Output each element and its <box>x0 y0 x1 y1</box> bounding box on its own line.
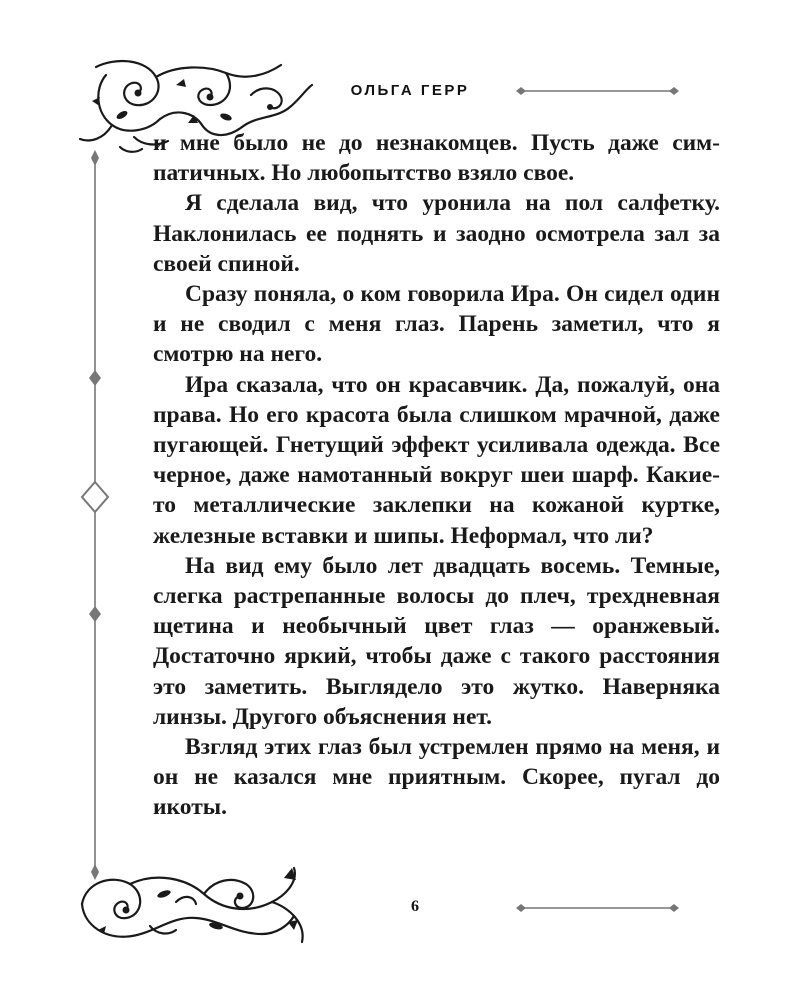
paragraph-2: Я сделала вид, что уронила на пол салфетку. Наклонилась ее поднять и заодно осмотрела зал за своей спиной. <box>153 190 720 277</box>
paragraph-5: На вид ему было лет двадцать восемь. Темные, слегка растрепанные волосы до плеч, трехдневная щетина и необычный цвет глаз — оранжевый. Достаточно яркий, чтобы даже с такого расстояния это заметить. Выглядело это жутко. Наверняка линзы. Другого объяснения нет. <box>153 552 720 730</box>
page-body-text <box>153 128 720 823</box>
page-number: 6 <box>411 898 419 915</box>
footer-decorative-rule <box>515 901 680 915</box>
running-head-author: ОЛЬГА ГЕРР <box>350 82 470 99</box>
left-vertical-rule <box>80 150 110 880</box>
paragraph-6: Взгляд этих глаз был устремлен прямо на меня, и он не казался мне приятным. Скорее, пугал до икоты. <box>153 734 720 821</box>
paragraph-1: и мне было не до незнакомцев. Пусть даже симпатичных. Но любопытство взяло свое. <box>153 130 720 187</box>
paragraph-4: Ира сказала, что он красавчик. Да, пожалуй, она права. Но его красота была слишком мрачной, даже пугающей. Гнетущий эффект усиливала одежда. Все черное, даже намотанный вокруг шеи шарф. Какие-то металлические заклепки на кожаной куртке, железные вставки и шипы. Неформал, что ли? <box>153 371 720 549</box>
header-decorative-rule <box>515 84 680 98</box>
paragraph-3: Сразу поняла, о ком говорила Ира. Он сидел один и не сводил с меня глаз. Парень заметил, что я смотрю на него. <box>153 281 720 368</box>
bottom-floral-ornament <box>76 864 376 946</box>
